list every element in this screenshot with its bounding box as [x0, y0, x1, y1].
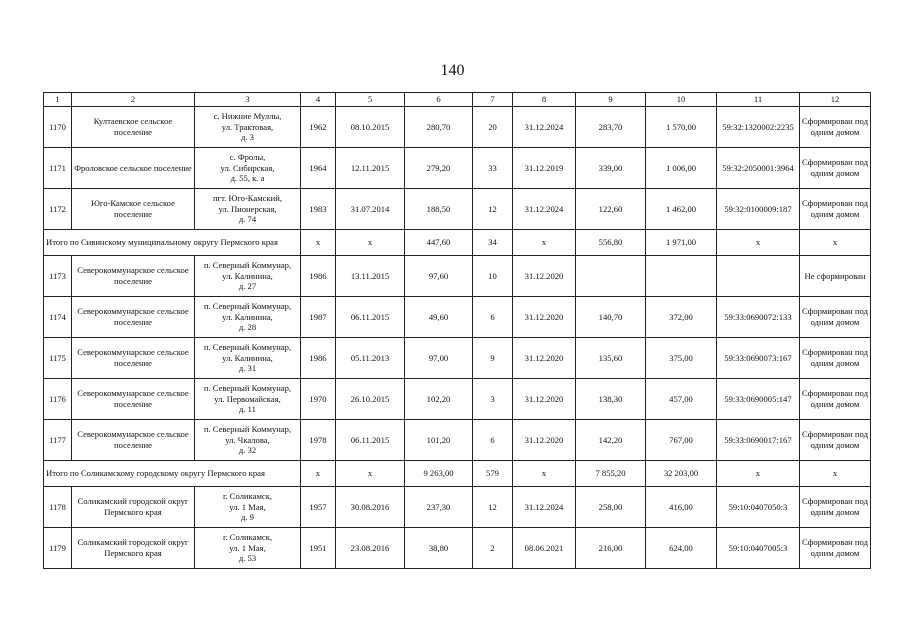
column-header: 12 [800, 93, 871, 107]
row-number-cell: 1178 [44, 487, 72, 528]
table-row [44, 107, 871, 148]
deadline-cell: 31.12.2024 [513, 189, 576, 230]
total-label: Итого по Соликамскому городскому округу Пермского края [44, 461, 301, 487]
column-header: 3 [195, 93, 301, 107]
land-area-cell: 339,00 [576, 148, 646, 189]
area-cell: 101,20 [405, 420, 473, 461]
address-cell: с. Фролы, ул. Сибирская, д. 55, к. а [195, 148, 301, 189]
deadline-cell: 31.12.2020 [513, 256, 576, 297]
amount-cell: 32 203,00 [646, 461, 717, 487]
residents-cell: 12 [473, 487, 513, 528]
year-cell: 1970 [301, 379, 336, 420]
cadastral-number-cell: 59:32:2050001:3964 [717, 148, 800, 189]
date-cell: 06.11.2015 [336, 420, 405, 461]
residents-cell: 2 [473, 528, 513, 569]
year-cell: x [301, 461, 336, 487]
table-row [44, 379, 871, 420]
deadline-cell: 31.12.2024 [513, 487, 576, 528]
date-cell: x [336, 461, 405, 487]
table-row [44, 487, 871, 528]
registry-table [43, 92, 871, 569]
column-header: 9 [576, 93, 646, 107]
land-area-cell: 283,70 [576, 107, 646, 148]
date-cell: 30.08.2016 [336, 487, 405, 528]
row-number-cell: 1171 [44, 148, 72, 189]
land-area-cell: 216,00 [576, 528, 646, 569]
amount-cell: 1 006,00 [646, 148, 717, 189]
area-cell: 38,80 [405, 528, 473, 569]
amount-cell: 457,00 [646, 379, 717, 420]
table-row [44, 297, 871, 338]
area-cell: 280,70 [405, 107, 473, 148]
status-cell: Сформирован под одним домом [800, 379, 871, 420]
municipality-cell: Юго-Камское сельское поселение [72, 189, 195, 230]
status-cell: Сформирован под одним домом [800, 189, 871, 230]
amount-cell: 1 462,00 [646, 189, 717, 230]
municipality-cell: Фроловское сельское поселение [72, 148, 195, 189]
status-cell: Не сформирован [800, 256, 871, 297]
year-cell: 1957 [301, 487, 336, 528]
land-area-cell: 142,20 [576, 420, 646, 461]
cadastral-number-cell: 59:10:0407050:3 [717, 487, 800, 528]
address-cell: с. Нижние Муллы, ул. Трактовая, д. 3 [195, 107, 301, 148]
area-cell: 447,60 [405, 230, 473, 256]
address-cell: п. Северный Коммунар, ул. Первомайская, д. 11 [195, 379, 301, 420]
deadline-cell: x [513, 461, 576, 487]
land-area-cell [576, 256, 646, 297]
municipality-cell: Соликамский городской округ Пермского края [72, 487, 195, 528]
area-cell: 237,30 [405, 487, 473, 528]
cadastral-number-cell: x [717, 461, 800, 487]
residents-cell: 12 [473, 189, 513, 230]
amount-cell: 1 971,00 [646, 230, 717, 256]
municipality-cell: Северокоммунарское сельское поселение [72, 256, 195, 297]
land-area-cell: 556,80 [576, 230, 646, 256]
total-row [44, 230, 871, 256]
table-row [44, 189, 871, 230]
cadastral-number-cell: 59:32:1320002:2235 [717, 107, 800, 148]
year-cell: 1983 [301, 189, 336, 230]
column-header: 7 [473, 93, 513, 107]
column-header: 5 [336, 93, 405, 107]
status-cell: Сформирован под одним домом [800, 487, 871, 528]
year-cell: 1978 [301, 420, 336, 461]
cadastral-number-cell: 59:33:0690073:167 [717, 338, 800, 379]
table-row [44, 256, 871, 297]
cadastral-number-cell: 59:32:0100009:187 [717, 189, 800, 230]
status-cell: Сформирован под одним домом [800, 297, 871, 338]
cadastral-number-cell: 59:33:0690005:147 [717, 379, 800, 420]
land-area-cell: 122,60 [576, 189, 646, 230]
column-header: 2 [72, 93, 195, 107]
residents-cell: 10 [473, 256, 513, 297]
area-cell: 102,20 [405, 379, 473, 420]
deadline-cell: 31.12.2020 [513, 297, 576, 338]
column-header: 4 [301, 93, 336, 107]
status-cell: Сформирован под одним домом [800, 148, 871, 189]
table-row [44, 338, 871, 379]
deadline-cell: x [513, 230, 576, 256]
date-cell: 31.07.2014 [336, 189, 405, 230]
row-number-cell: 1173 [44, 256, 72, 297]
date-cell: x [336, 230, 405, 256]
amount-cell [646, 256, 717, 297]
residents-cell: 33 [473, 148, 513, 189]
status-cell: Сформирован под одним домом [800, 528, 871, 569]
municipality-cell: Култаевское сельское поселение [72, 107, 195, 148]
total-row [44, 461, 871, 487]
land-area-cell: 258,00 [576, 487, 646, 528]
total-label: Итого по Сивинскому муниципальному округу Пермского края [44, 230, 301, 256]
land-area-cell: 135,60 [576, 338, 646, 379]
deadline-cell: 08.06.2021 [513, 528, 576, 569]
address-cell: п. Северный Коммунар, ул. Калинина, д. 31 [195, 338, 301, 379]
cadastral-number-cell: 59:33:0690072:133 [717, 297, 800, 338]
municipality-cell: Соликамский городской округ Пермского края [72, 528, 195, 569]
date-cell: 12.11.2015 [336, 148, 405, 189]
column-header: 8 [513, 93, 576, 107]
amount-cell: 416,00 [646, 487, 717, 528]
year-cell: 1986 [301, 256, 336, 297]
amount-cell: 767,00 [646, 420, 717, 461]
table-row [44, 420, 871, 461]
deadline-cell: 31.12.2019 [513, 148, 576, 189]
row-number-cell: 1177 [44, 420, 72, 461]
address-cell: п. Северный Коммунар, ул. Калинина, д. 28 [195, 297, 301, 338]
table-row [44, 148, 871, 189]
residents-cell: 9 [473, 338, 513, 379]
date-cell: 06.11.2015 [336, 297, 405, 338]
page-number: 140 [440, 62, 465, 79]
year-cell: 1986 [301, 338, 336, 379]
date-cell: 05.11.2013 [336, 338, 405, 379]
column-header: 1 [44, 93, 72, 107]
land-area-cell: 7 855,20 [576, 461, 646, 487]
area-cell: 188,50 [405, 189, 473, 230]
amount-cell: 624,00 [646, 528, 717, 569]
area-cell: 49,60 [405, 297, 473, 338]
table-row [44, 528, 871, 569]
municipality-cell: Северокоммунарское сельское поселение [72, 338, 195, 379]
status-cell: Сформирован под одним домом [800, 107, 871, 148]
row-number-cell: 1175 [44, 338, 72, 379]
status-cell: Сформирован под одним домом [800, 338, 871, 379]
year-cell: 1951 [301, 528, 336, 569]
residents-cell: 6 [473, 297, 513, 338]
status-cell: x [800, 461, 871, 487]
cadastral-number-cell [717, 256, 800, 297]
header-row [44, 93, 871, 107]
column-header: 6 [405, 93, 473, 107]
land-area-cell: 138,30 [576, 379, 646, 420]
row-number-cell: 1170 [44, 107, 72, 148]
status-cell: x [800, 230, 871, 256]
area-cell: 9 263,00 [405, 461, 473, 487]
address-cell: п. Северный Коммунар, ул. Чкалова, д. 32 [195, 420, 301, 461]
row-number-cell: 1179 [44, 528, 72, 569]
address-cell: г. Соликамск, ул. 1 Мая, д. 9 [195, 487, 301, 528]
cadastral-number-cell: 59:33:0690017:167 [717, 420, 800, 461]
address-cell: п. Северный Коммунар, ул. Калинина, д. 27 [195, 256, 301, 297]
cadastral-number-cell: 59:10:0407005:3 [717, 528, 800, 569]
amount-cell: 372,00 [646, 297, 717, 338]
year-cell: 1962 [301, 107, 336, 148]
row-number-cell: 1172 [44, 189, 72, 230]
amount-cell: 375,00 [646, 338, 717, 379]
date-cell: 08.10.2015 [336, 107, 405, 148]
column-header: 10 [646, 93, 717, 107]
residents-cell: 3 [473, 379, 513, 420]
status-cell: Сформирован под одним домом [800, 420, 871, 461]
year-cell: 1987 [301, 297, 336, 338]
deadline-cell: 31.12.2020 [513, 338, 576, 379]
residents-cell: 579 [473, 461, 513, 487]
land-area-cell: 140,70 [576, 297, 646, 338]
address-cell: пгт. Юго-Камский, ул. Пионерская, д. 74 [195, 189, 301, 230]
area-cell: 279,20 [405, 148, 473, 189]
municipality-cell: Северокоммунарское сельское поселение [72, 297, 195, 338]
residents-cell: 20 [473, 107, 513, 148]
deadline-cell: 31.12.2024 [513, 107, 576, 148]
date-cell: 13.11.2015 [336, 256, 405, 297]
row-number-cell: 1176 [44, 379, 72, 420]
year-cell: 1964 [301, 148, 336, 189]
amount-cell: 1 570,00 [646, 107, 717, 148]
column-header: 11 [717, 93, 800, 107]
deadline-cell: 31.12.2020 [513, 420, 576, 461]
year-cell: x [301, 230, 336, 256]
residents-cell: 34 [473, 230, 513, 256]
date-cell: 26.10.2015 [336, 379, 405, 420]
row-number-cell: 1174 [44, 297, 72, 338]
address-cell: г. Соликамск, ул. 1 Мая, д. 53 [195, 528, 301, 569]
deadline-cell: 31.12.2020 [513, 379, 576, 420]
area-cell: 97,60 [405, 256, 473, 297]
date-cell: 23.08.2016 [336, 528, 405, 569]
area-cell: 97,00 [405, 338, 473, 379]
cadastral-number-cell: x [717, 230, 800, 256]
municipality-cell: Северокоммунарское сельское поселение [72, 420, 195, 461]
municipality-cell: Северокоммунарское сельское поселение [72, 379, 195, 420]
residents-cell: 6 [473, 420, 513, 461]
